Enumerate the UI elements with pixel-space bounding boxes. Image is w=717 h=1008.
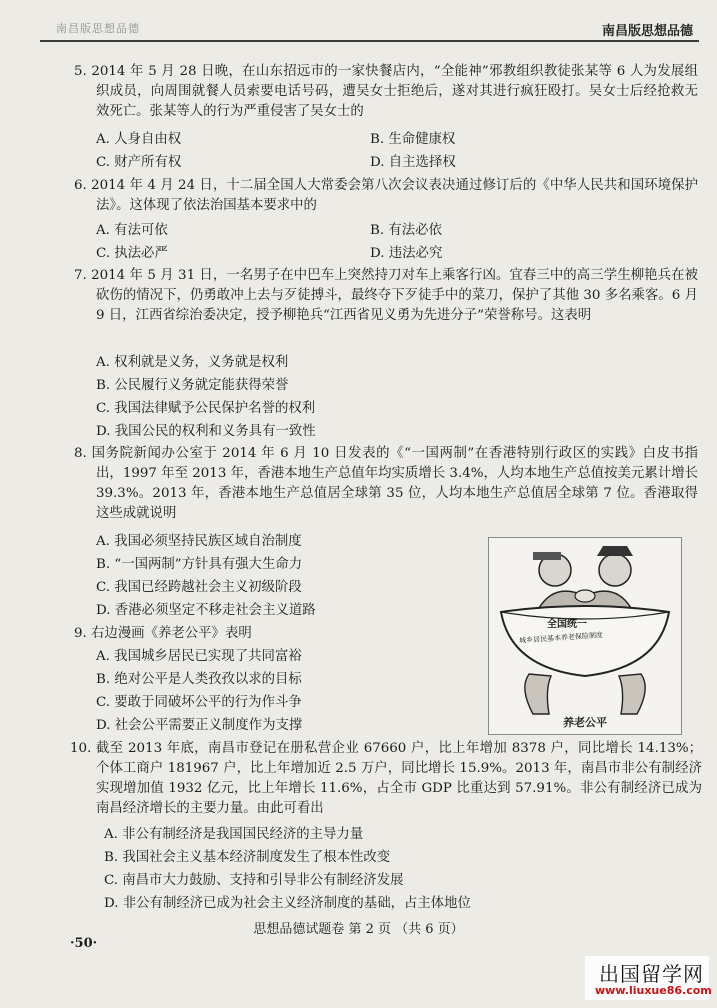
question-7-option-d: D. 我国公民的权利和义务具有一致性 bbox=[96, 424, 316, 439]
question-5-option-b: B. 生命健康权 bbox=[370, 132, 456, 147]
bowl-label: 全国统一 bbox=[547, 619, 587, 630]
page-number: ·50· bbox=[70, 936, 98, 951]
handshake bbox=[575, 590, 595, 602]
question-9-stem: 9. 右边漫画《养老公平》表明 bbox=[74, 626, 252, 641]
question-10-stem: 10. 截至 2013 年底，南昌市登记在册私营企业 67660 户，比上年增加 8378 户，同比增长 14.13%；个体工商户 181967 户，比上年增加近 2.5 万户，同比增长 15.9%。2013 年，南昌市非公有制经济实现增加值 1932 亿元，比上年增长 11.6%，占全市 GDP 比重达到 57.91%。非公有制经济已成为南昌经济增长的主要力量。由此可看出 bbox=[70, 741, 702, 816]
question-10-option-b: B. 我国社会主义基本经济制度发生了根本性改变 bbox=[104, 850, 391, 865]
left-hand bbox=[525, 674, 551, 714]
question-9-option-b: B. 绝对公平是人类孜孜以求的目标 bbox=[96, 672, 302, 687]
cartoon-caption: 养老公平 bbox=[563, 716, 607, 729]
question-5-option-a: A. 人身自由权 bbox=[96, 132, 182, 147]
question-6-option-d: D. 违法必究 bbox=[370, 246, 443, 261]
question-9-option-d: D. 社会公平需要正义制度作为支撑 bbox=[96, 718, 303, 733]
question-8-option-a: A. 我国必须坚持民族区域自治制度 bbox=[96, 534, 302, 549]
question-10-option-d: D. 非公有制经济已成为社会主义经济制度的基础，占主体地位 bbox=[104, 896, 471, 911]
footer-title: 思想品德试题卷 第 2 页 （共 6 页） bbox=[253, 922, 464, 937]
question-6-stem: 6. 2014 年 4 月 24 日，十二届全国人大常委会第八次会议表决通过修订后的《中华人民共和国环境保护法》。这体现了依法治国基本要求中的 bbox=[74, 178, 698, 213]
edition-label: 南昌版思想品德 bbox=[601, 24, 693, 39]
question-9-option-a: A. 我国城乡居民已实现了共同富裕 bbox=[96, 649, 302, 664]
bowl-sublabel: 城乡居民基本养老保险制度 bbox=[518, 631, 604, 645]
question-7-option-b: B. 公民履行义务就定能获得荣誉 bbox=[96, 378, 289, 393]
header-left-tag: 南昌版思想品德 bbox=[56, 22, 140, 35]
question-8-option-b: B. “一国两制”方针具有强大生命力 bbox=[96, 557, 303, 572]
question-8-option-c: C. 我国已经跨越社会主义初级阶段 bbox=[96, 580, 302, 595]
question-7-option-c: C. 我国法律赋予公民保护名誉的权利 bbox=[96, 401, 316, 416]
question-6-option-a: A. 有法可依 bbox=[96, 223, 168, 238]
question-6-option-c: C. 执法必严 bbox=[96, 246, 168, 261]
question-6-option-b: B. 有法必依 bbox=[370, 223, 442, 238]
watermark-name: 出国留学网 bbox=[599, 962, 704, 986]
question-9-option-c: C. 要敢于同破坏公平的行为作斗争 bbox=[96, 695, 302, 710]
question-8-option-d: D. 香港必须坚定不移走社会主义道路 bbox=[96, 603, 316, 618]
figure-right-hat bbox=[597, 546, 633, 556]
question-5-option-c: C. 财产所有权 bbox=[96, 155, 182, 170]
question-10-option-c: C. 南昌市大力鼓励、支持和引导非公有制经济发展 bbox=[104, 873, 404, 888]
figure-left-hair bbox=[533, 552, 561, 560]
question-7-option-a: A. 权利就是义务，义务就是权利 bbox=[96, 355, 289, 370]
question-5-stem: 5. 2014 年 5 月 28 日晚，在山东招远市的一家快餐店内，“全能神”邪教组织教徒张某等 6 人为发展组织成员，向周围就餐人员索要电话号码，遭吴女士拒绝后，遂对其进行疯狂殴打。吴女士后经抢救无效死亡。张某等人的行为严重侵害了吴女士的 bbox=[74, 64, 698, 119]
figure-right-head bbox=[599, 554, 631, 586]
question-5-option-d: D. 自主选择权 bbox=[370, 155, 456, 170]
question-8-stem: 8. 国务院新闻办公室于 2014 年 6 月 10 日发表的《“一国两制”在香港特别行政区的实践》白皮书指出，1997 年至 2013 年，香港本地生产总值年均实质增长 3.4%，人均本地生产总值按美元累计增长 39.3%。2013 年，香港本地生产总值居全球第 35 位，人均本地生产总值居全球第 7 位。香港取得这些成就说明 bbox=[74, 446, 698, 521]
watermark-url: www.liuxue86.com bbox=[595, 984, 712, 997]
question-10-option-a: A. 非公有制经济是我国国民经济的主导力量 bbox=[104, 827, 364, 842]
right-hand bbox=[619, 674, 645, 714]
site-watermark bbox=[585, 956, 712, 1000]
cartoon-pension-fairness bbox=[488, 537, 682, 735]
question-7-stem: 7. 2014 年 5 月 31 日，一名男子在中巴车上突然持刀对车上乘客行凶。宜春三中的高三学生柳艳兵在被砍伤的情况下，仍勇敢冲上去与歹徒搏斗，最终夺下歹徒手中的菜刀，保护了其他 30 多名乘客。6 月 9 日，江西省综治委决定，授予柳艳兵“江西省见义勇为先进分子”荣誉称号。这表明 bbox=[74, 268, 698, 323]
